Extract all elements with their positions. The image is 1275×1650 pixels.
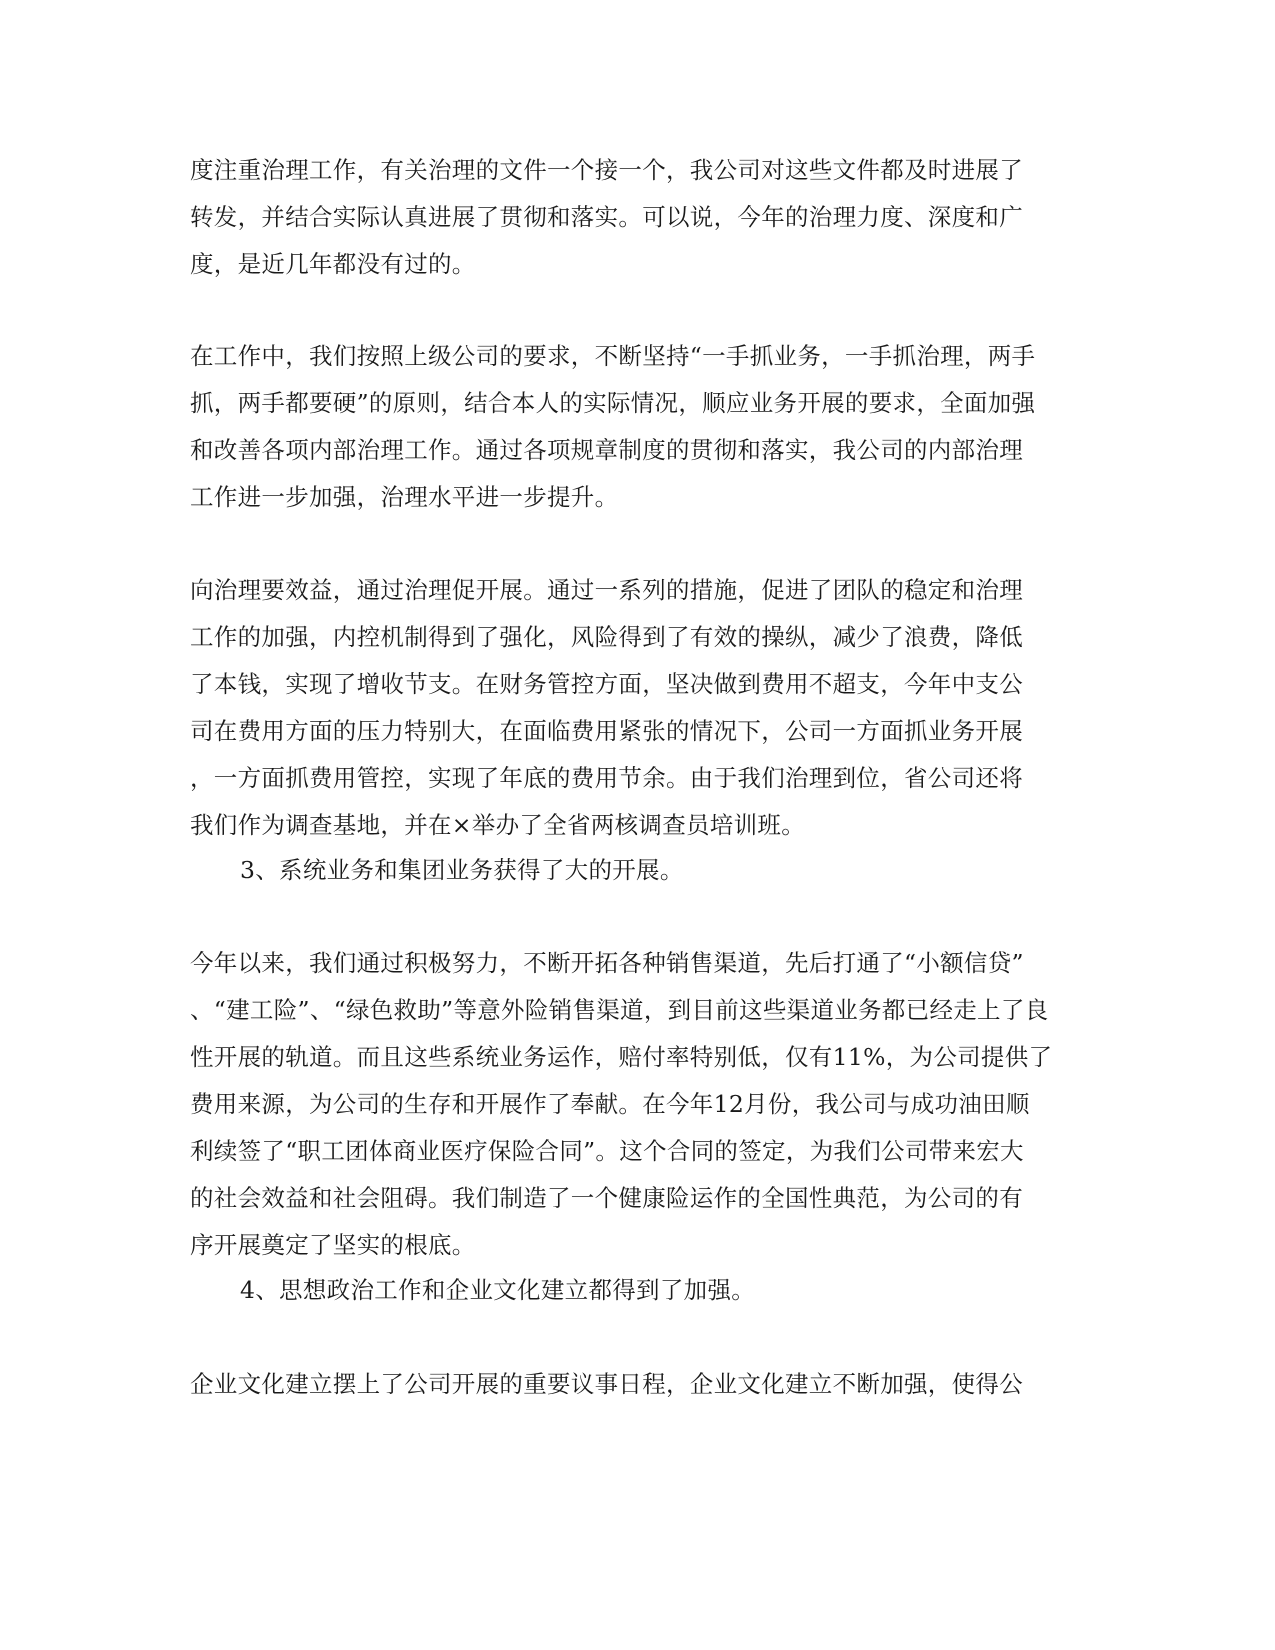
text-line: 转发，并结合实际认真进展了贯彻和落实。可以说，今年的治理力度、深度和广 — [190, 203, 1023, 231]
text-line: 工作进一步加强，治理水平进一步提升。 — [190, 483, 619, 511]
text-line: 序开展奠定了坚实的根底。 — [190, 1231, 476, 1259]
text-line: 的社会效益和社会阻碍。我们制造了一个健康险运作的全国性典范，为公司的有 — [190, 1184, 1023, 1212]
text-line: 利续签了“职工团体商业医疗保险合同”。这个合同的签定，为我们公司带来宏大 — [190, 1137, 1024, 1165]
section-heading: 3、系统业务和集团业务获得了大的开展。 — [240, 856, 684, 884]
text-line: 、“建工险”、“绿色救助”等意外险销售渠道，到目前这些渠道业务都已经走上了良 — [190, 996, 1049, 1024]
text-line: 度，是近几年都没有过的。 — [190, 250, 476, 278]
text-line: 度注重治理工作，有关治理的文件一个接一个，我公司对这些文件都及时进展了 — [190, 156, 1023, 184]
text-line: 抓，两手都要硬”的原则，结合本人的实际情况，顺应业务开展的要求，全面加强 — [190, 389, 1036, 417]
text-line: 在工作中，我们按照上级公司的要求，不断坚持“一手抓业务，一手抓治理，两手 — [190, 342, 1036, 370]
section-heading: 4、思想政治工作和企业文化建立都得到了加强。 — [240, 1276, 756, 1304]
text-line: 性开展的轨道。而且这些系统业务运作，赔付率特别低，仅有11%，为公司提供了 — [190, 1043, 1053, 1071]
text-line: 向治理要效益，通过治理促开展。通过一系列的措施，促进了团队的稳定和治理 — [190, 576, 1023, 604]
text-line: 和改善各项内部治理工作。通过各项规章制度的贯彻和落实，我公司的内部治理 — [190, 436, 1023, 464]
text-line: 今年以来，我们通过积极努力，不断开拓各种销售渠道，先后打通了“小额信贷” — [190, 949, 1024, 977]
text-line: 企业文化建立摆上了公司开展的重要议事日程，企业文化建立不断加强，使得公 — [190, 1370, 1023, 1398]
text-line: 费用来源，为公司的生存和开展作了奉献。在今年12月份，我公司与成功油田顺 — [190, 1090, 1030, 1118]
text-line: 工作的加强，内控机制得到了强化，风险得到了有效的操纵，减少了浪费，降低 — [190, 623, 1023, 651]
text-line: ，一方面抓费用管控，实现了年底的费用节余。由于我们治理到位，省公司还将 — [190, 764, 1023, 792]
text-line: 了本钱，实现了增收节支。在财务管控方面，坚决做到费用不超支，今年中支公 — [190, 670, 1023, 698]
text-line: 我们作为调查基地，并在×举办了全省两核调查员培训班。 — [190, 811, 805, 839]
text-line: 司在费用方面的压力特别大，在面临费用紧张的情况下，公司一方面抓业务开展 — [190, 717, 1023, 745]
